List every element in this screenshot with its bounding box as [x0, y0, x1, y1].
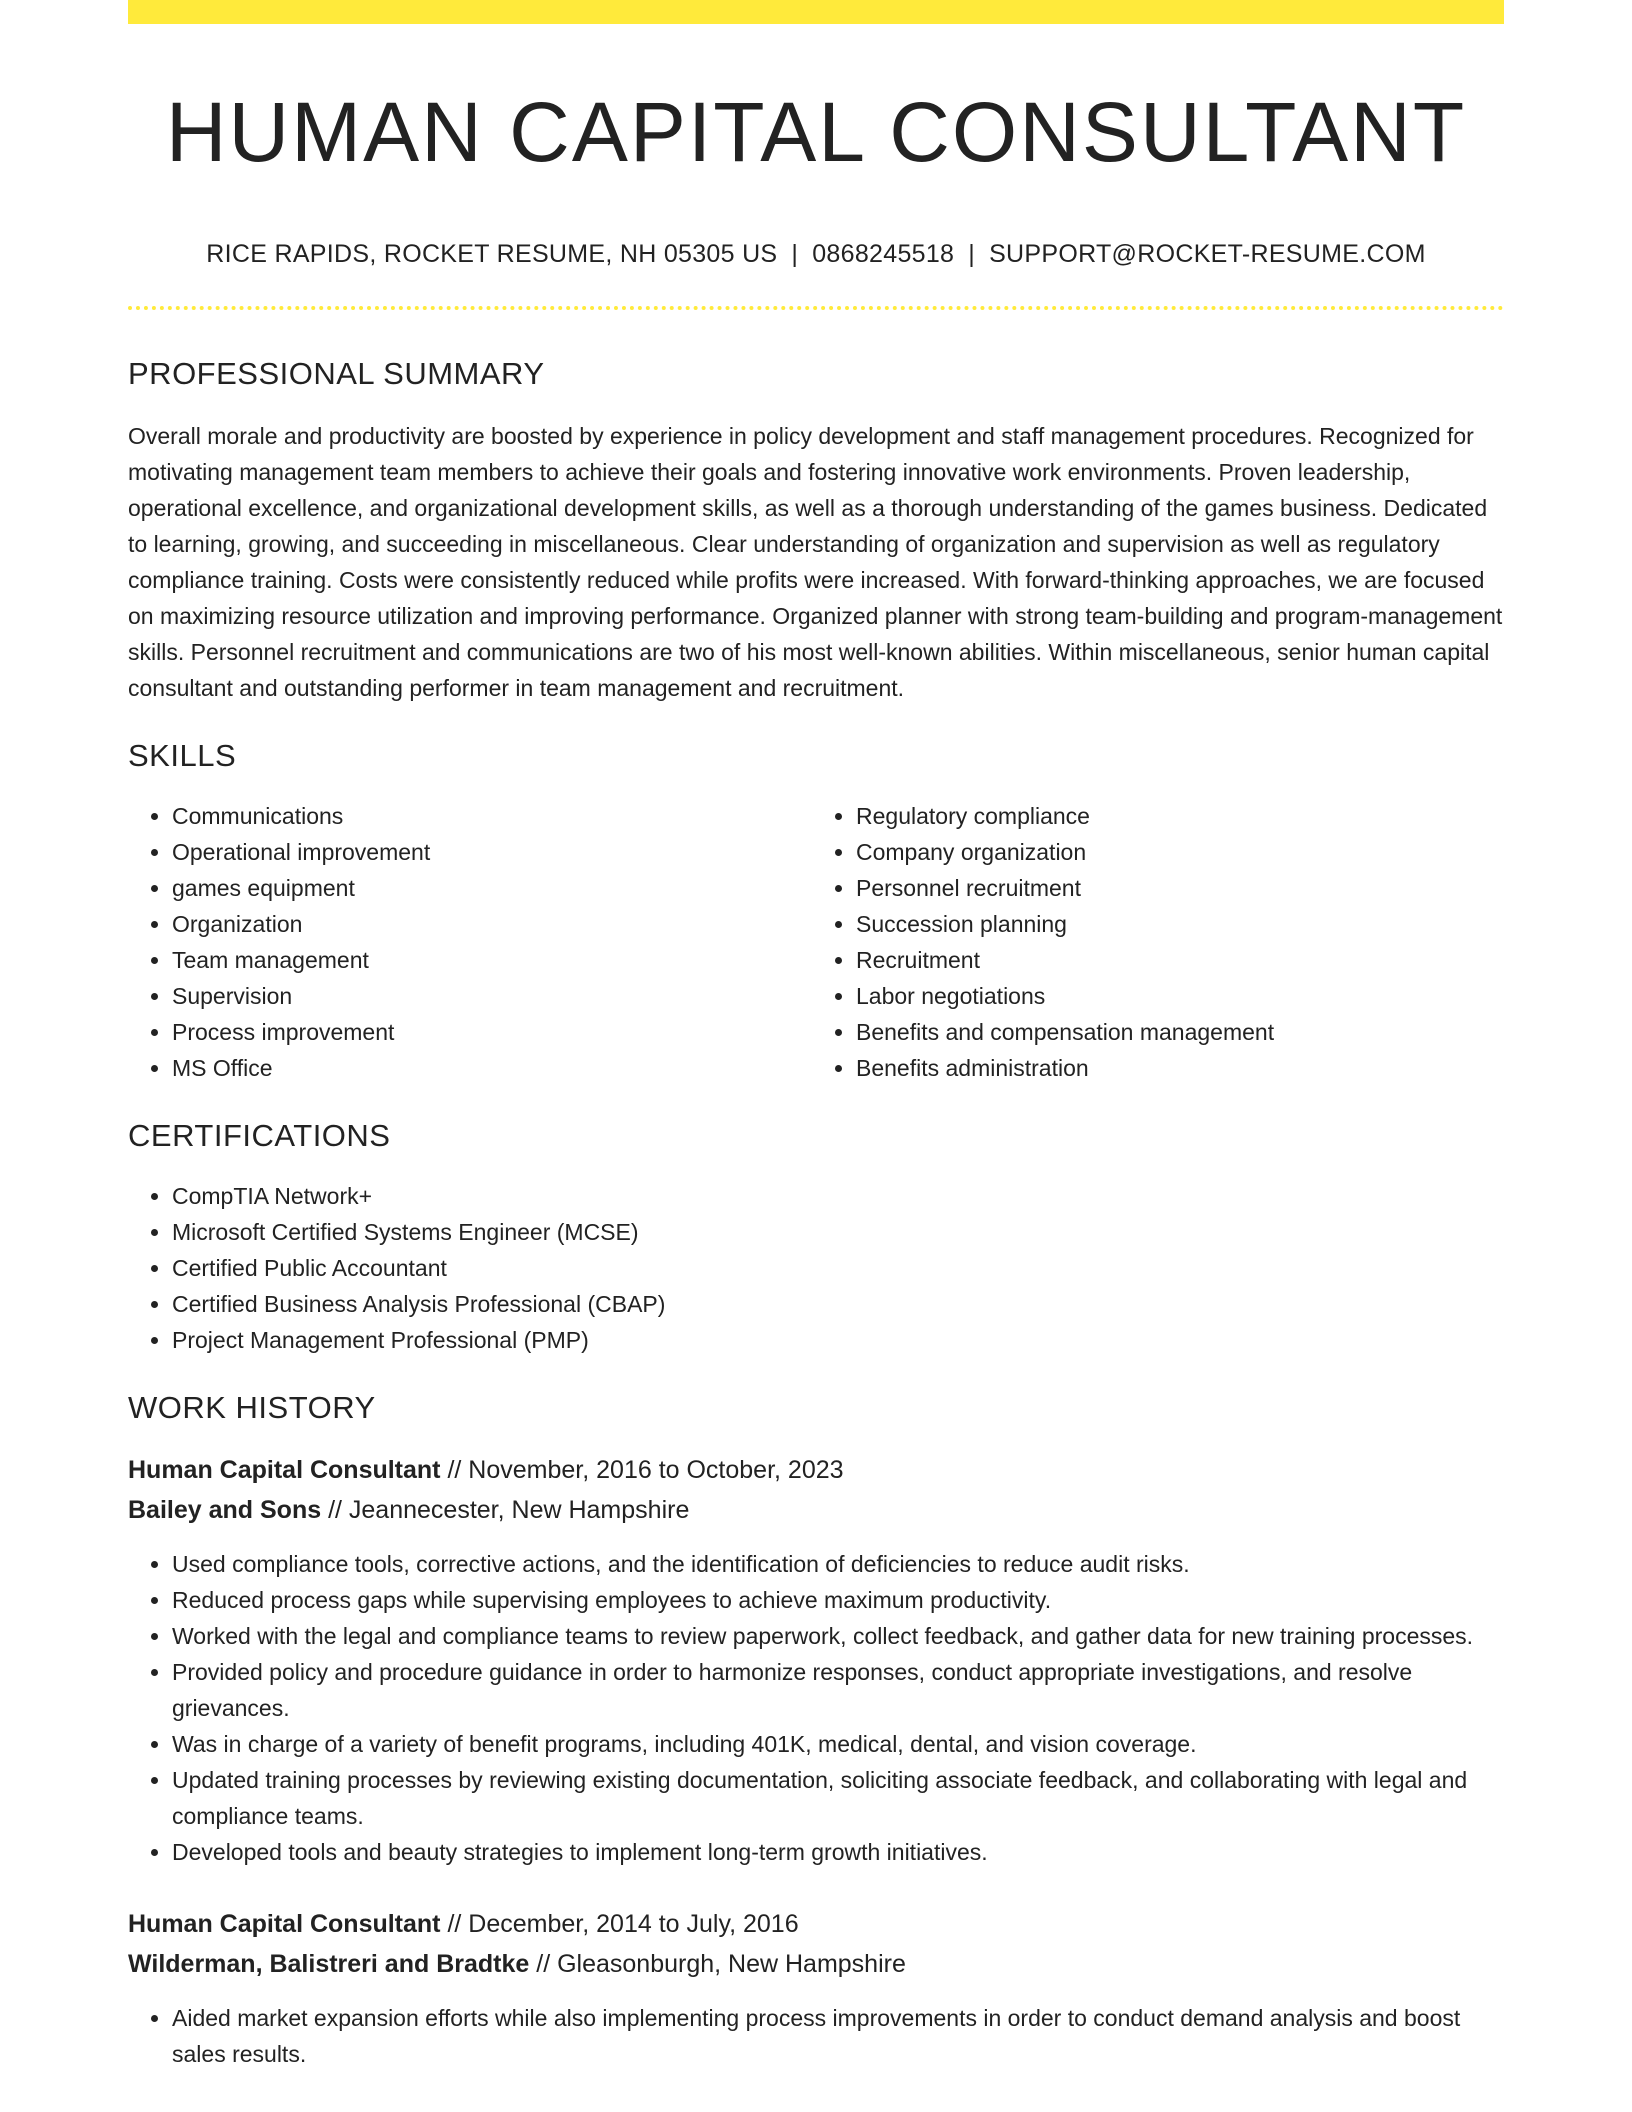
skill-item: • Supervision — [172, 978, 806, 1014]
skill-item: • games equipment — [172, 870, 806, 906]
skill-item: • Benefits and compensation management — [856, 1014, 1490, 1050]
job-entry — [128, 1904, 1504, 2072]
skill-item: • Succession planning — [856, 906, 1490, 942]
job-entry — [128, 1450, 1504, 1870]
job-bullet: • Aided market expansion efforts while also implementing process improvements in order to conduct demand analysis and boost sales results. — [172, 2000, 1504, 2072]
job-role-line — [128, 1450, 1504, 1490]
contact-phone: 0868245518 — [812, 240, 955, 268]
certifications-list — [128, 1178, 1504, 1358]
work-history-heading: WORK HISTORY — [128, 1390, 376, 1425]
skill-item: • MS Office — [172, 1050, 806, 1086]
job-bullet: • Used compliance tools, corrective actions, and the identification of deficiencies to reduce audit risks. — [172, 1546, 1504, 1582]
job-bullet: • Worked with the legal and compliance teams to review paperwork, collect feedback, and gather data for new training processes. — [172, 1618, 1504, 1654]
skill-item: • Regulatory compliance — [856, 798, 1490, 834]
skills-list-left — [128, 798, 806, 1086]
contact-line — [128, 238, 1504, 270]
job-bullet: • Provided policy and procedure guidance in order to harmonize responses, conduct appropriate investigations, and resolve grievances. — [172, 1654, 1504, 1726]
job-location: // Jeannecester, New Hampshire — [321, 1496, 690, 1524]
job-bullets — [128, 1546, 1504, 1870]
header-divider — [128, 306, 1504, 310]
job-bullet: • Reduced process gaps while supervising employees to achieve maximum productivity. — [172, 1582, 1504, 1618]
certification-item: • Certified Business Analysis Professional (CBAP) — [172, 1286, 1504, 1322]
skill-item: • Personnel recruitment — [856, 870, 1490, 906]
job-company: Wilderman, Balistreri and Bradtke — [128, 1950, 530, 1978]
job-bullet: • Updated training processes by reviewing existing documentation, soliciting associate feedback, and collaborating with legal and compliance teams. — [172, 1762, 1504, 1834]
resume-title: HUMAN CAPITAL CONSULTANT — [165, 85, 1467, 179]
job-dates: // December, 2014 to July, 2016 — [440, 1910, 799, 1938]
contact-address: RICE RAPIDS, ROCKET RESUME, NH 05305 US — [206, 240, 778, 268]
job-company-line — [128, 1944, 1504, 1984]
job-role: Human Capital Consultant — [128, 1456, 441, 1484]
resume-content — [128, 0, 1504, 2072]
skill-item: • Team management — [172, 942, 806, 978]
skills-heading: SKILLS — [128, 738, 237, 773]
contact-separator: | — [968, 240, 976, 268]
job-bullets — [128, 2000, 1504, 2072]
skill-item: • Labor negotiations — [856, 978, 1490, 1014]
skill-item: • Operational improvement — [172, 834, 806, 870]
job-company-line — [128, 1490, 1504, 1530]
certifications-heading: CERTIFICATIONS — [128, 1118, 391, 1153]
skill-item: • Communications — [172, 798, 806, 834]
summary-text: Overall morale and productivity are boosted by experience in policy development and staff management procedures. Recognized for motivating management team members to achieve their goals and fostering innovative work environments. Proven leadership, operational excellence, and organizational development skills, as well as a thorough understanding of the games business. Dedicated to learning, growing, and succeeding in miscellaneous. Clear understanding of organization and supervision as well as regulatory compliance training. Costs were consistently reduced while profits were increased. With forward-thinking approaches, we are focused on maximizing resource utilization and improving performance. Organized planner with strong team-building and program-management skills. Personnel recruitment and communications are two of his most well-known abilities. Within miscellaneous, senior human capital consultant and outstanding performer in team management and recruitment. — [128, 423, 1503, 701]
skill-item: • Recruitment — [856, 942, 1490, 978]
certification-item: • Certified Public Accountant — [172, 1250, 1504, 1286]
job-bullet: • Developed tools and beauty strategies to implement long-term growth initiatives. — [172, 1834, 1504, 1870]
skills-list-right — [806, 798, 1490, 1086]
certification-item: • Microsoft Certified Systems Engineer (MCSE) — [172, 1214, 1504, 1250]
job-dates: // November, 2016 to October, 2023 — [440, 1456, 844, 1484]
summary-heading: PROFESSIONAL SUMMARY — [128, 356, 545, 391]
skills-columns — [128, 798, 1504, 1086]
certification-item: • CompTIA Network+ — [172, 1178, 1504, 1214]
contact-separator: | — [791, 240, 799, 268]
skill-item: • Benefits administration — [856, 1050, 1490, 1086]
job-bullet: • Was in charge of a variety of benefit programs, including 401K, medical, dental, and vision coverage. — [172, 1726, 1504, 1762]
skill-item: • Company organization — [856, 834, 1490, 870]
job-role-line — [128, 1904, 1504, 1944]
job-location: // Gleasonburgh, New Hampshire — [529, 1950, 906, 1978]
skill-item: • Organization — [172, 906, 806, 942]
job-role: Human Capital Consultant — [128, 1910, 441, 1938]
certification-item: • Project Management Professional (PMP) — [172, 1322, 1504, 1358]
skill-item: • Process improvement — [172, 1014, 806, 1050]
job-company: Bailey and Sons — [128, 1496, 322, 1524]
contact-email: SUPPORT@ROCKET-RESUME.COM — [989, 240, 1426, 268]
